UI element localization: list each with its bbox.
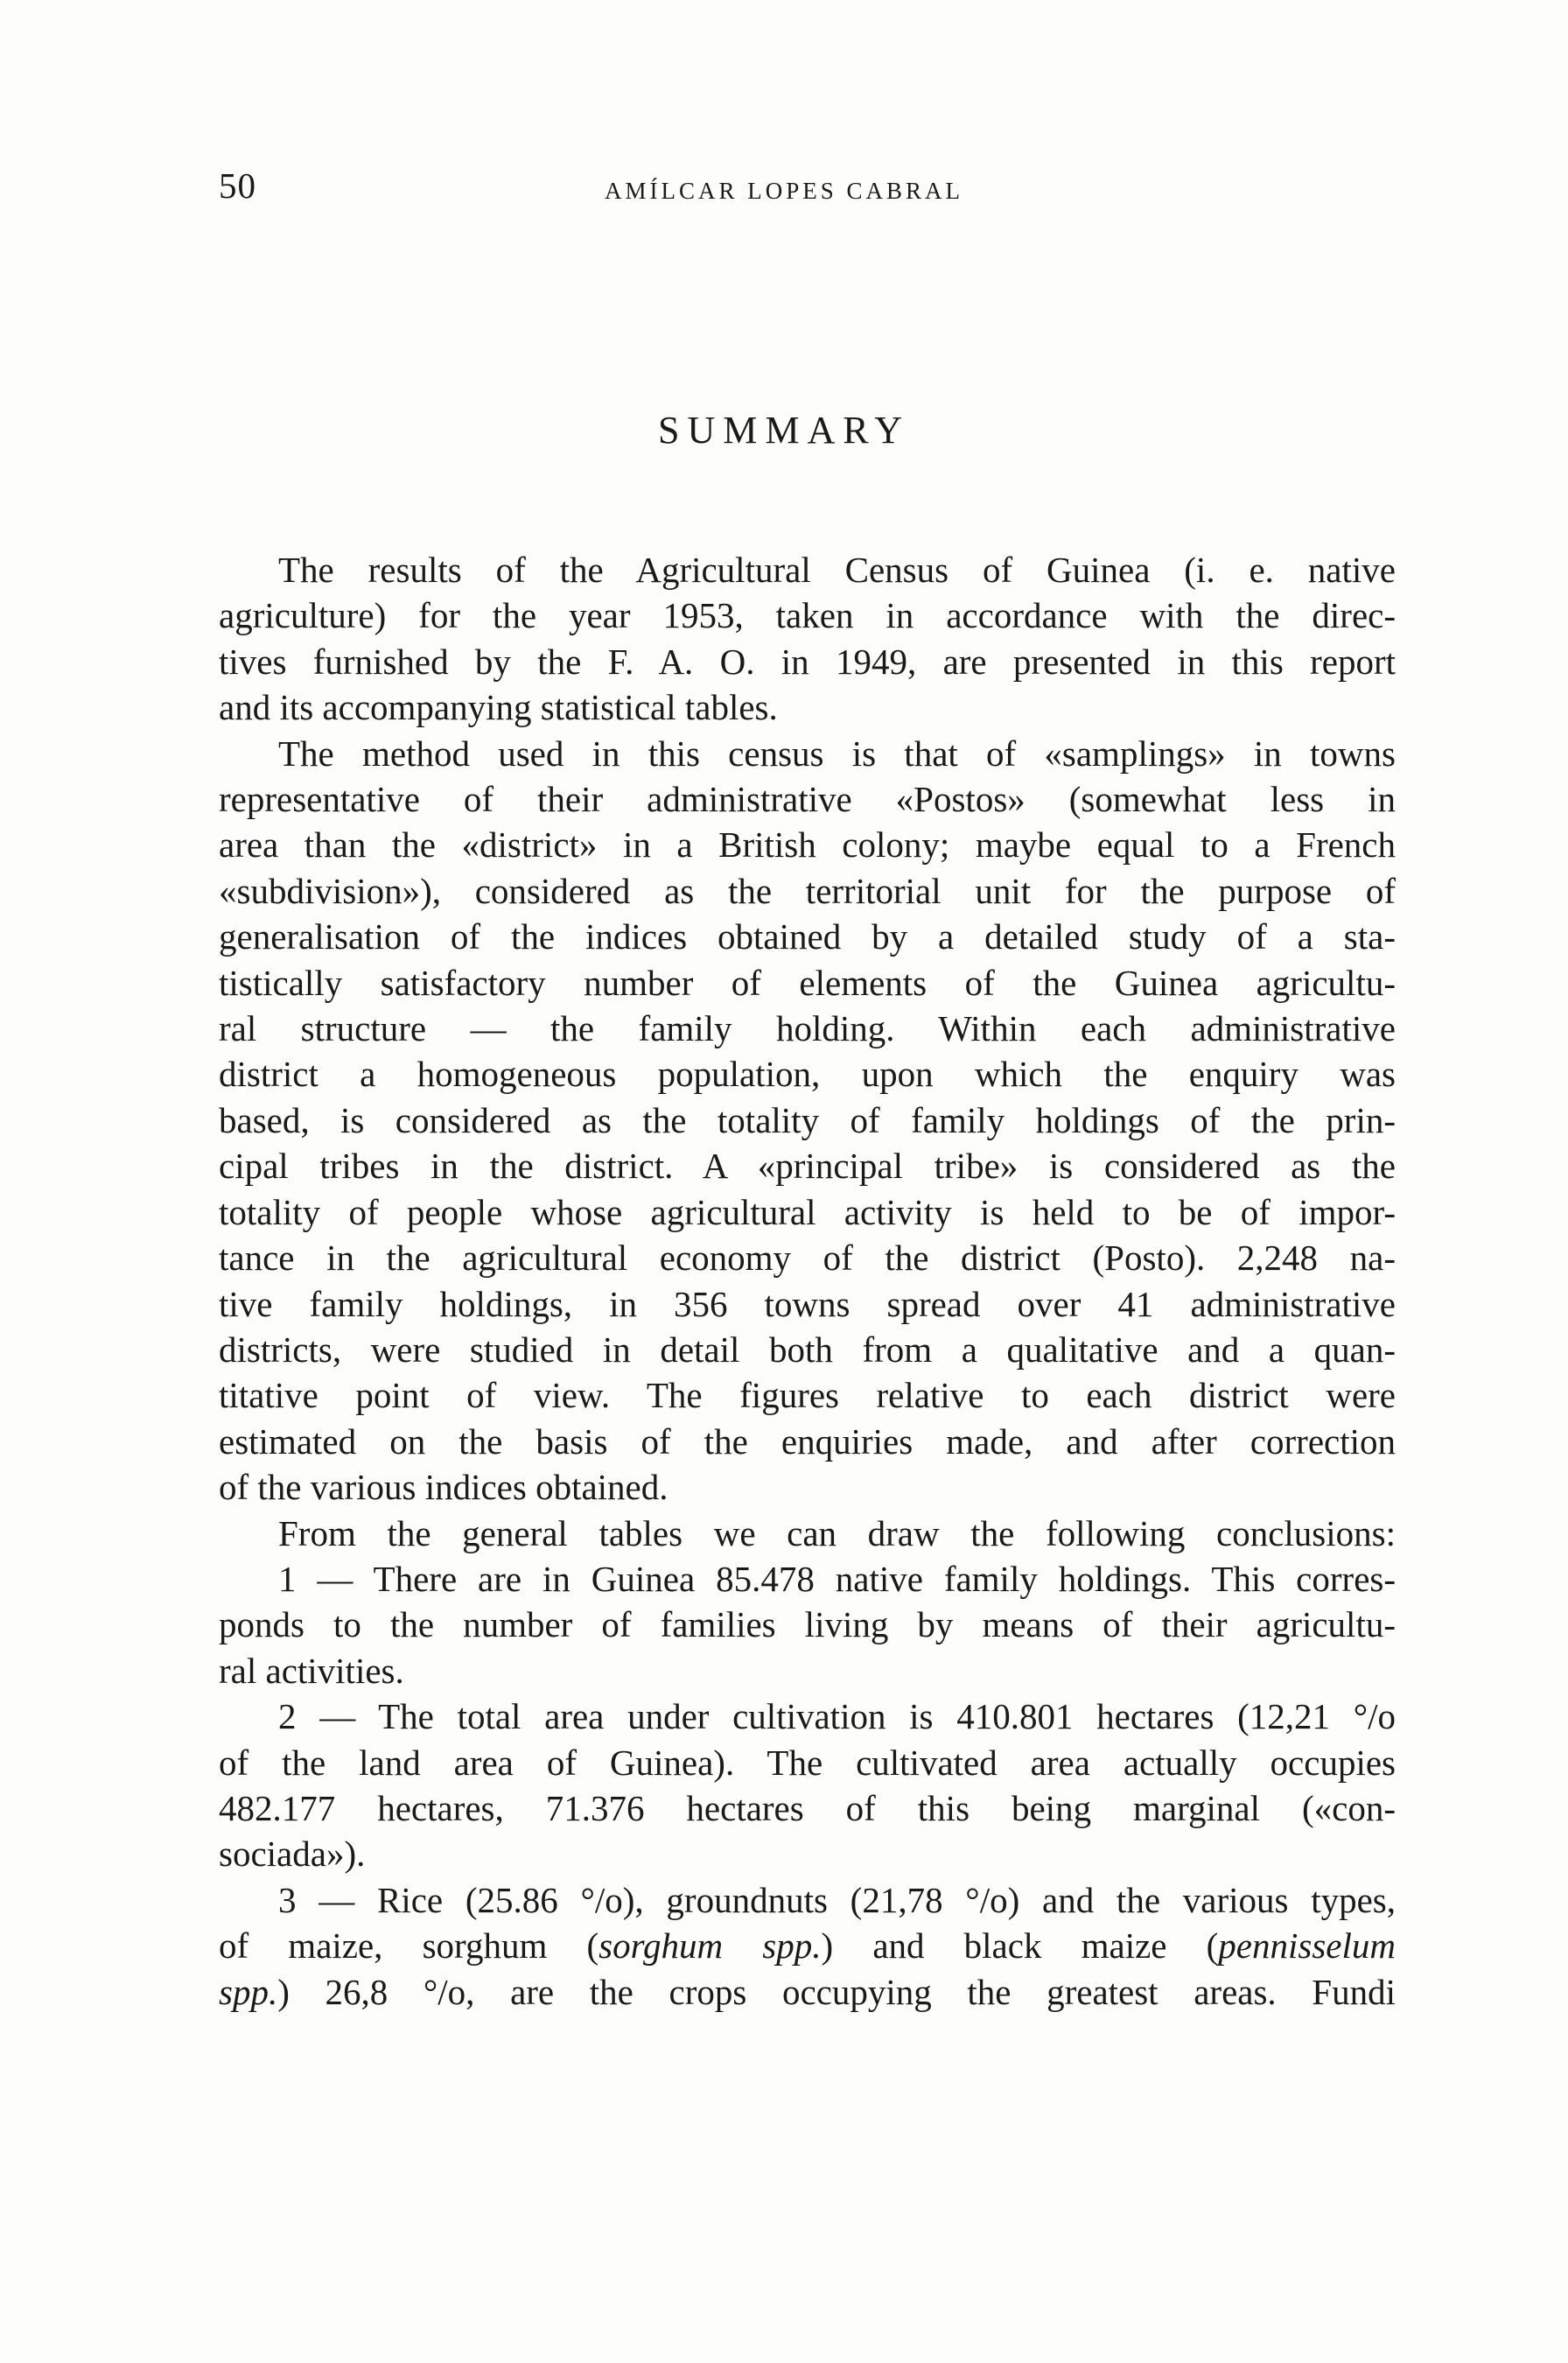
text-line: and its accompanying statistical tables. (219, 687, 778, 728)
text-line: 2 — The total area under cultivation is 410.801 hectares (12,21 °/o (278, 1696, 1396, 1737)
text-line: district a homogeneous population, upon which the enquiry was (219, 1054, 1396, 1095)
text-line: representative of their administrative «Postos» (somewhat less in (219, 779, 1396, 820)
text-line: sociada»). (219, 1834, 366, 1875)
text-line: 482.177 hectares, 71.376 hectares of this being marginal («con- (219, 1787, 1396, 1828)
text-line: From the general tables we can draw the following conclusions: (278, 1512, 1396, 1553)
text-line: «subdivision»), considered as the territorial unit for the purpose of (219, 870, 1396, 911)
page-number: 50 (219, 165, 256, 206)
text-segment: ) 26,8 °/o, are the crops occupying the greatest areas. Fundi (277, 1971, 1396, 2012)
paragraph-conclusion-2 (219, 1693, 1396, 1877)
text-line: tives furnished by the F. A. O. in 1949, are presented in this report (219, 641, 1396, 682)
text-line: cipal tribes in the district. A «principal tribe» is considered as the (219, 1146, 1396, 1187)
paragraph-intro (219, 547, 1396, 731)
text-line: ponds to the number of families living by means of their agricultu- (219, 1604, 1396, 1645)
text-line: of the various indices obtained. (219, 1467, 668, 1508)
text-line: totality of people whose agricultural activity is held to be of impor- (219, 1191, 1396, 1232)
paragraph-conclusions-intro (219, 1511, 1396, 1556)
text-line: ral activities. (219, 1650, 404, 1691)
paragraph-conclusion-1 (219, 1556, 1396, 1693)
text-line: based, is considered as the totality of family holdings of the prin- (219, 1099, 1396, 1140)
text-line: districts, were studied in detail both from a qualitative and a quan- (219, 1329, 1396, 1370)
text-line: tance in the agricultural economy of the district (Posto). 2,248 na- (219, 1238, 1396, 1279)
text-line-mixed (219, 1969, 1396, 2015)
text-line: titative point of view. The figures relative to each district were (219, 1375, 1396, 1416)
text-segment: ) and black maize ( (821, 1925, 1219, 1967)
text-line: The method used in this census is that of «samplings» in towns (278, 733, 1396, 774)
section-title: SUMMARY (658, 409, 910, 452)
text-line-mixed (219, 1923, 1396, 1968)
text-line: 3 — Rice (25.86 °/o), groundnuts (21,78 °/o) and the various types, (278, 1879, 1396, 1920)
italic-term-sorghum: sorghum spp. (598, 1925, 822, 1967)
paragraph-conclusion-3 (219, 1877, 1396, 2015)
text-line: tive family holdings, in 356 towns spread over 41 administrative (219, 1283, 1396, 1324)
text-line: The results of the Agricultural Census of Guinea (i. e. native (278, 550, 1396, 590)
paragraph-method (219, 731, 1396, 1511)
running-head: AMÍLCAR LOPES CABRAL (604, 178, 964, 204)
text-line: generalisation of the indices obtained by a detailed study of a sta- (219, 916, 1396, 957)
italic-term-pennisselum: pennisselum (1218, 1925, 1396, 1967)
text-line: 1 — There are in Guinea 85.478 native family holdings. This corres- (278, 1558, 1396, 1599)
text-line: estimated on the basis of the enquiries made, and after correction (219, 1420, 1396, 1462)
text-line: ral structure — the family holding. Within each administrative (219, 1008, 1396, 1049)
italic-term-spp: spp. (219, 1971, 278, 2012)
text-line: area than the «district» in a British colony; maybe equal to a French (219, 824, 1396, 866)
text-line: agriculture) for the year 1953, taken in accordance with the direc- (219, 595, 1396, 636)
text-line: of the land area of Guinea). The cultivated area actually occupies (219, 1742, 1396, 1783)
text-line: tistically satisfactory number of elements of the Guinea agricultu- (219, 962, 1396, 1003)
text-segment: of maize, sorghum ( (219, 1925, 599, 1967)
body-text (219, 547, 1396, 2015)
